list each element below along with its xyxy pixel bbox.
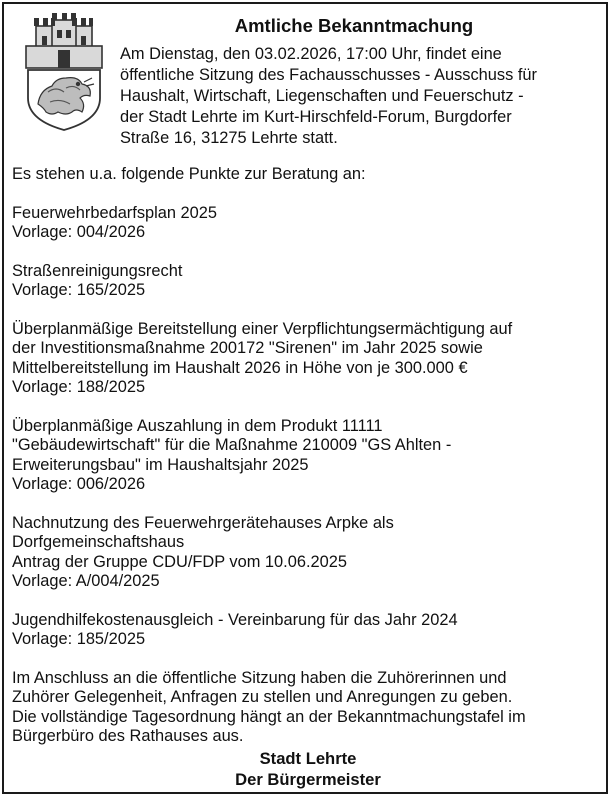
closing-line: Zuhörer Gelegenheit, Anfragen zu stellen und Anregungen zu geben.: [12, 688, 513, 706]
agenda-item-5: [12, 514, 604, 592]
agenda-intro: Es stehen u.a. folgende Punkte zur Beratung an:: [12, 165, 366, 183]
notice-body: [12, 165, 604, 747]
closing-line: Die vollständige Tagesordnung hängt an der Bekanntmachungstafel im: [12, 707, 526, 726]
agenda-item-text: Erweiterungsbau" im Haushaltsjahr 2025: [12, 455, 309, 474]
agenda-item-text: Dorfgemeinschaftshaus: [12, 533, 185, 551]
intro-line: der Stadt Lehrte im Kurt-Hirschfeld-Forum, Burgdorfer: [120, 108, 512, 126]
closing-paragraph: [12, 669, 604, 747]
agenda-item-vorlage: Vorlage: 185/2025: [12, 630, 146, 648]
agenda-item-vorlage: Vorlage: 188/2025: [12, 378, 146, 396]
closing-line: Bürgerbüro des Rathauses aus.: [12, 727, 244, 745]
notice-frame: [2, 2, 608, 794]
agenda-item-3: [12, 320, 604, 398]
agenda-item-2: [12, 262, 604, 301]
intro-line: Haushalt, Wirtschaft, Liegenschaften und Feuerschutz -: [120, 87, 524, 105]
agenda-item-text: der Investitionsmaßnahme 200172 "Sirenen" im Jahr 2025 sowie: [12, 339, 483, 357]
agenda-item-text: Mittelbereitstellung im Haushalt 2026 in Höhe von je 300.000 €: [12, 358, 468, 377]
agenda-item-text: Jugendhilfekostenausgleich - Vereinbarung für das Jahr 2024: [12, 610, 458, 629]
agenda-item-1: [12, 204, 604, 243]
agenda-item-text: Feuerwehrbedarfsplan 2025: [12, 203, 218, 222]
agenda-item-vorlage: Vorlage: 006/2026: [12, 475, 146, 493]
agenda-item-vorlage: Vorlage: 165/2025: [12, 281, 146, 299]
agenda-item-text: Antrag der Gruppe CDU/FDP vom 10.06.2025: [12, 552, 347, 571]
agenda-item-vorlage: Vorlage: A/004/2025: [12, 572, 160, 590]
intro-line: öffentliche Sitzung des Fachausschusses - Ausschuss für: [120, 66, 537, 84]
signature-block: [12, 748, 604, 790]
agenda-item-6: [12, 611, 604, 650]
agenda-item-4: [12, 417, 604, 495]
agenda-item-vorlage: Vorlage: 004/2026: [12, 223, 146, 241]
notice-title: Amtliche Bekanntmachung: [234, 15, 474, 36]
intro-line: Am Dienstag, den 03.02.2026, 17:00 Uhr, findet eine: [120, 45, 502, 63]
agenda-item-text: Überplanmäßige Bereitstellung einer Verpflichtungsermächtigung auf: [12, 319, 513, 338]
signature-city: Stadt Lehrte: [259, 749, 357, 768]
signature-mayor: Der Bürgermeister: [235, 770, 381, 789]
agenda-item-text: Überplanmäßige Auszahlung in dem Produkt 11111: [12, 416, 383, 435]
agenda-item-text: "Gebäudewirtschaft" für die Maßnahme 210009 "GS Ahlten -: [12, 436, 452, 454]
agenda-item-text: Nachnutzung des Feuerwehrgerätehauses Arpke als: [12, 513, 394, 532]
city-coat-of-arms-icon: [22, 12, 106, 132]
intro-paragraph: [120, 44, 596, 149]
agenda-item-text: Straßenreinigungsrecht: [12, 261, 183, 280]
closing-line: Im Anschluss an die öffentliche Sitzung haben die Zuhörerinnen und: [12, 668, 507, 687]
intro-line: Straße 16, 31275 Lehrte statt.: [120, 129, 338, 147]
